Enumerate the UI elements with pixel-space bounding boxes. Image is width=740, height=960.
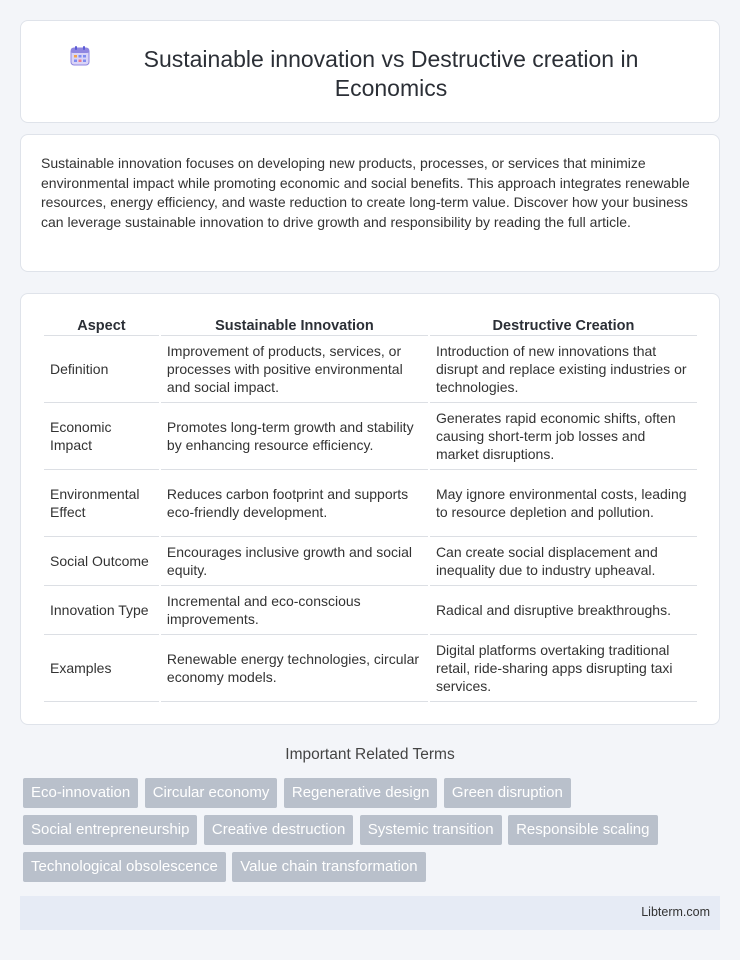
term-tag[interactable]: Responsible scaling bbox=[508, 815, 657, 845]
table-row bbox=[44, 635, 697, 702]
table-row bbox=[44, 336, 697, 403]
header-card bbox=[20, 20, 720, 123]
term-tag[interactable]: Creative destruction bbox=[204, 815, 353, 845]
header-sustainable-innovation: Sustainable Innovation bbox=[161, 316, 428, 336]
term-tag[interactable]: Technological obsolescence bbox=[23, 852, 226, 882]
row-destructive: May ignore environmental costs, leading to resource depletion and pollution. bbox=[430, 470, 697, 537]
term-tag[interactable]: Green disruption bbox=[444, 778, 571, 808]
table-row bbox=[44, 470, 697, 537]
table-header-row bbox=[44, 316, 697, 336]
calendar-grid-icon bbox=[69, 45, 91, 67]
row-aspect: Environmental Effect bbox=[44, 470, 159, 537]
table-row bbox=[44, 403, 697, 470]
header-destructive-creation: Destructive Creation bbox=[430, 316, 697, 336]
row-destructive: Can create social displacement and inequality due to industry upheaval. bbox=[430, 537, 697, 586]
footer-site-link[interactable]: Libterm.com bbox=[641, 905, 710, 919]
row-destructive: Radical and disruptive breakthroughs. bbox=[430, 586, 697, 635]
header-aspect: Aspect bbox=[44, 316, 159, 336]
related-terms-list bbox=[23, 778, 723, 889]
row-destructive: Digital platforms overtaking traditional retail, ride-sharing apps disrupting taxi services. bbox=[430, 635, 697, 702]
row-sustainable: Improvement of products, services, or processes with positive environmental and social impact. bbox=[161, 336, 428, 403]
row-aspect: Examples bbox=[44, 635, 159, 702]
row-sustainable: Renewable energy technologies, circular economy models. bbox=[161, 635, 428, 702]
intro-paragraph: Sustainable innovation focuses on developing new products, processes, or services that minimize environmental impact while promoting economic and social benefits. This approach integrates renewable resources, energy efficiency, and waste reduction to create long-term value. Discover how your business can leverage sustainable innovation to drive growth and responsibility by reading the full article. bbox=[41, 155, 690, 230]
row-sustainable: Promotes long-term growth and stability by enhancing resource efficiency. bbox=[161, 403, 428, 470]
row-sustainable: Reduces carbon footprint and supports eco-friendly development. bbox=[161, 470, 428, 537]
term-tag[interactable]: Eco-innovation bbox=[23, 778, 138, 808]
comparison-table bbox=[42, 316, 699, 702]
comparison-card bbox=[20, 293, 720, 725]
row-sustainable: Encourages inclusive growth and social equity. bbox=[161, 537, 428, 586]
table-row bbox=[44, 586, 697, 635]
related-terms-heading: Important Related Terms bbox=[285, 746, 455, 763]
row-aspect: Definition bbox=[44, 336, 159, 403]
row-aspect: Innovation Type bbox=[44, 586, 159, 635]
row-sustainable: Incremental and eco-conscious improvements. bbox=[161, 586, 428, 635]
term-tag[interactable]: Value chain transformation bbox=[232, 852, 425, 882]
term-tag[interactable]: Circular economy bbox=[145, 778, 278, 808]
term-tag[interactable]: Social entrepreneurship bbox=[23, 815, 197, 845]
term-tag[interactable]: Systemic transition bbox=[360, 815, 502, 845]
row-aspect: Economic Impact bbox=[44, 403, 159, 470]
row-destructive: Generates rapid economic shifts, often causing short-term job losses and market disruptions. bbox=[430, 403, 697, 470]
term-tag[interactable]: Regenerative design bbox=[284, 778, 438, 808]
intro-card bbox=[20, 134, 720, 272]
page-title: Sustainable innovation vs Destructive creation in Economics bbox=[143, 46, 639, 101]
row-aspect: Social Outcome bbox=[44, 537, 159, 586]
table-row bbox=[44, 537, 697, 586]
row-destructive: Introduction of new innovations that disrupt and replace existing industries or technologies. bbox=[430, 336, 697, 403]
footer bbox=[20, 896, 720, 930]
